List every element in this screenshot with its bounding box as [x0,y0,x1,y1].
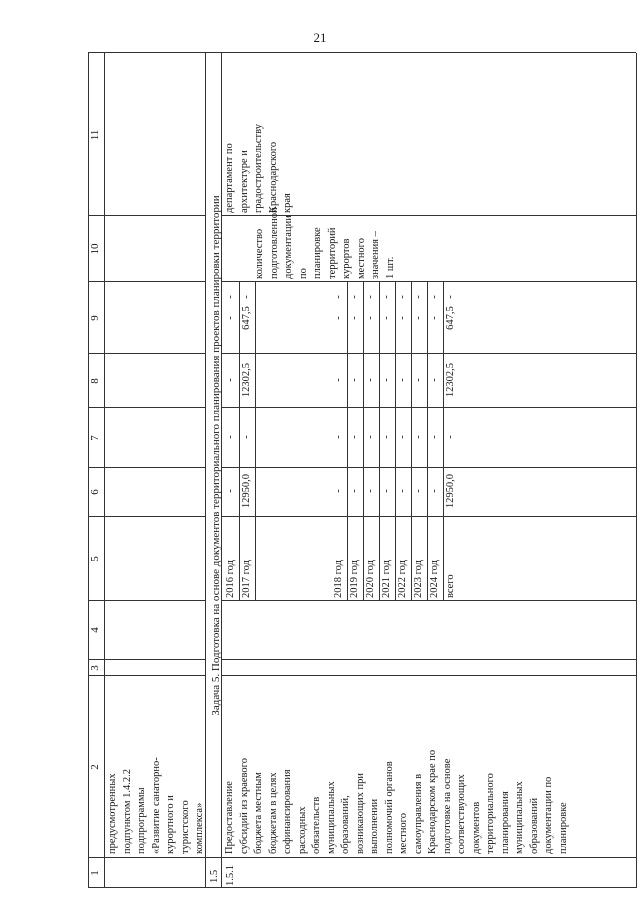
value-cell-c7: 12302,5 [241,362,252,398]
value-cell-c6: - [365,435,376,439]
value-cell-c6: - [349,435,360,439]
rule-right [88,52,636,53]
value-cell-c6: - [241,435,252,439]
value-cell-c6: - [445,435,456,439]
col-header-10: 10 [89,243,101,255]
value-cell-c9: - [225,295,236,299]
value-cell-c8: - [381,316,392,320]
value-cell-c7: - [333,378,344,382]
rule-col2-a [88,675,205,676]
col-header-2: 2 [89,764,101,770]
rule-left [88,887,636,888]
value-cell-c9: - [445,295,456,299]
value-cell-c7: - [397,378,408,382]
rule-col4-a [88,600,205,601]
value-cell-c5: - [225,489,236,493]
task-title: Задача 5. Подготовка на основе документов территориального планирования проектов планировки территории [210,195,222,716]
rotated-table [88,53,636,888]
value-cell-c9: - [381,295,392,299]
value-cell-c9: - [349,295,360,299]
rule-col9-a [88,281,205,282]
value-cell-c5: 12950,0 [445,473,456,509]
rule-col5-a [88,516,205,517]
col-header-5: 5 [89,556,101,562]
col-header-4: 4 [89,627,101,633]
col-header-7: 7 [89,435,101,441]
value-cell-c9: - [241,295,252,299]
rule-col3-a [88,659,205,660]
year-row-rule [255,282,256,601]
item-name: Предоставление субсидий из краевого бюджета местным бюджетам в целях софинансирования расходных обязательств муниципальных образований, возникающих при выполнении полномочий органов местного самоуправления в Краснодарском крае по подготовке на основе соответствующих документов территориального планирования муниципальных образований документации по планировке [224,749,569,854]
value-cell-c7: - [365,378,376,382]
col-header-9: 9 [89,315,101,321]
value-cell-c9: - [397,295,408,299]
col-header-11: 11 [89,129,101,141]
value-cell-c8: - [349,316,360,320]
rule-col1 [88,857,636,858]
page-number: 21 [313,30,327,45]
value-cell-c5: - [333,489,344,493]
col-header-1: 1 [89,870,101,876]
year-cell: 2021 год [381,560,392,598]
year-cell: 2023 год [413,560,424,598]
value-cell-c5: - [365,489,376,493]
value-cell-c9: - [413,295,424,299]
value-cell-c5: 12950,0 [241,473,252,509]
rule-col7-a [88,407,205,408]
rule-col3-b [221,659,636,660]
value-cell-c8: - [413,316,424,320]
rule-col10-a [88,215,205,216]
rule-header [104,53,105,888]
value-cell-c6: - [381,435,392,439]
item-number: 1.5.1 [225,865,236,886]
value-cell-c9: - [365,295,376,299]
year-cell: 2022 год [397,560,408,598]
value-cell-c5: - [397,489,408,493]
col-header-8: 8 [89,378,101,384]
rule-col6-a [88,467,205,468]
value-cell-c5: - [349,489,360,493]
year-cell: 2018 год [333,560,344,598]
value-cell-c8: - [365,316,376,320]
value-cell-c9: - [333,295,344,299]
rule-col4-b [221,600,636,601]
rule-col7-b [221,407,636,408]
year-cell: 2020 год [365,560,376,598]
rule-col8-b [221,353,636,354]
year-cell: 2017 год [241,560,252,598]
year-cell: 2024 год [429,560,440,598]
value-cell-c8: 647,5 [445,306,456,330]
table [88,53,636,888]
task-number: 1.5 [209,869,220,883]
value-cell-c8: - [225,316,236,320]
value-cell-c6: - [397,435,408,439]
value-cell-c7: - [225,378,236,382]
rule-col5-b [221,516,636,517]
year-cell: 2016 год [225,560,236,598]
value-cell-c6: - [225,435,236,439]
year-cell: всего [445,574,456,598]
responsible-executor: департамент по архитектуре и градостроительству Краснодарского края [224,124,293,213]
result-indicator: количество подготовленной документации по планировке территорий курортов местного значения – 1 шт. [254,207,396,279]
value-cell-c8: - [397,316,408,320]
continued-row-text: предусмотренных подпунктом 1.4.2.2 подпрограммы «Развитие санаторно- курортного и туристского комплекса» [107,757,205,854]
value-cell-c7: - [381,378,392,382]
value-cell-c6: - [413,435,424,439]
col-header-3: 3 [89,665,101,671]
rule-col6-b [221,467,636,468]
col-header-6: 6 [89,489,101,495]
value-cell-c7: - [413,378,424,382]
value-cell-c6: - [429,435,440,439]
value-cell-c5: - [429,489,440,493]
value-cell-c8: - [333,316,344,320]
value-cell-c8: - [429,316,440,320]
value-cell-c8: 647,5 [241,306,252,330]
value-cell-c7: 12302,5 [445,362,456,398]
rule-bottom [636,53,637,888]
value-cell-c9: - [429,295,440,299]
value-cell-c5: - [381,489,392,493]
value-cell-c5: - [413,489,424,493]
value-cell-c7: - [429,378,440,382]
rule-col8-a [88,353,205,354]
value-cell-c6: - [333,435,344,439]
year-cell: 2019 год [349,560,360,598]
value-cell-c7: - [349,378,360,382]
